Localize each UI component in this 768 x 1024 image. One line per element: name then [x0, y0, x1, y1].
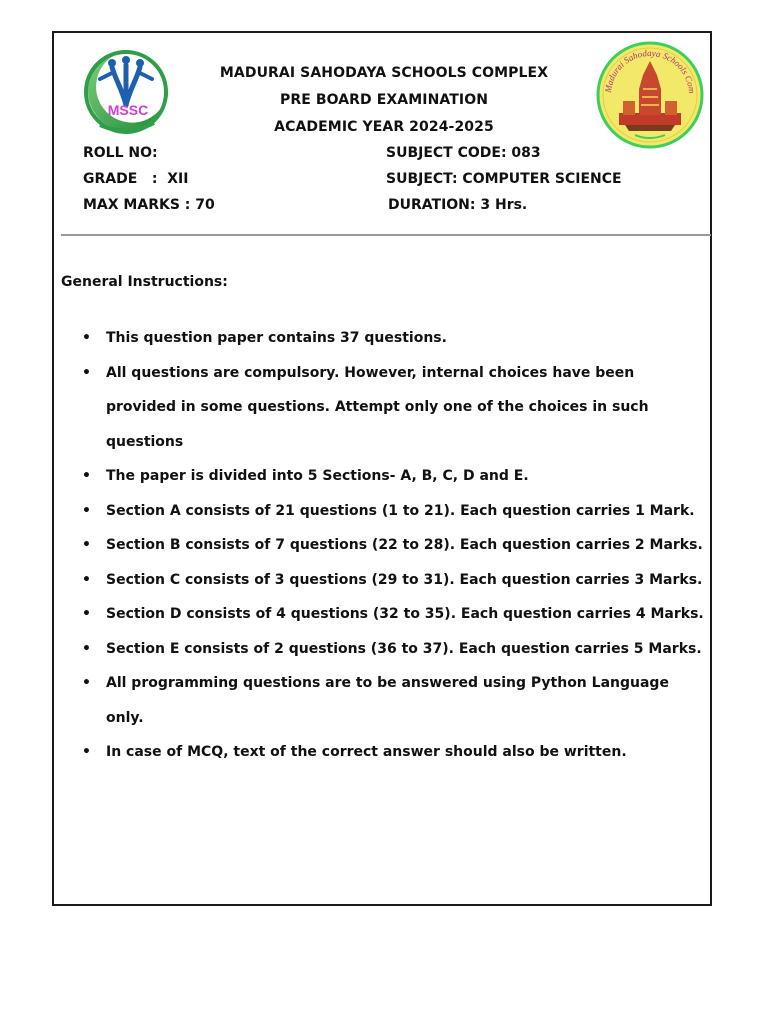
instruction-item: [76, 563, 706, 598]
instruction-item: [76, 666, 706, 735]
mssc-logo-icon: [82, 45, 172, 137]
duration-label: DURATION: 3 Hrs.: [388, 197, 528, 213]
roll-no-label: ROLL NO:: [83, 145, 158, 161]
instruction-text: All questions are compulsory. However, internal choices have been provided in some questions. Attempt only one of the choices in such questions: [106, 364, 649, 450]
instruction-text: Section E consists of 2 questions (36 to 37). Each question carries 5 Marks.: [106, 640, 702, 657]
instruction-item: [76, 735, 706, 770]
subject-code-label: SUBJECT CODE: 083: [386, 145, 541, 161]
bullet-icon: •: [82, 606, 91, 622]
instruction-item: [76, 321, 706, 356]
instruction-text: All programming questions are to be answered using Python Language only.: [106, 675, 669, 726]
instruction-item: [76, 597, 706, 632]
bullet-icon: •: [82, 502, 91, 519]
instruction-item: [76, 356, 706, 460]
bullet-icon: •: [82, 537, 91, 553]
general-instructions-title: General Instructions:: [61, 274, 228, 290]
instruction-item: [76, 494, 706, 529]
instruction-text: This question paper contains 37 questions.: [106, 330, 447, 346]
academic-year: ACADEMIC YEAR 2024-2025: [274, 119, 494, 135]
instruction-text: Section B consists of 7 questions (22 to 28). Each question carries 2 Marks.: [106, 537, 703, 553]
header-divider: [61, 234, 711, 236]
bullet-icon: •: [82, 330, 91, 346]
subject-label: SUBJECT: COMPUTER SCIENCE: [386, 171, 622, 187]
bullet-icon: •: [82, 571, 91, 588]
bullet-icon: •: [82, 364, 91, 381]
exam-title: PRE BOARD EXAMINATION: [279, 92, 489, 108]
bullet-icon: •: [82, 675, 91, 691]
bullet-icon: •: [82, 640, 91, 657]
seal-lettering: Madurai Sahodaya Schools Com: [602, 47, 698, 94]
instruction-item: [76, 459, 706, 494]
temple-seal-icon: [595, 39, 705, 151]
instruction-text: Section D consists of 4 questions (32 to 35). Each question carries 4 Marks.: [106, 606, 704, 622]
bullet-icon: •: [82, 468, 91, 484]
school-complex-name: MADURAI SAHODAYA SCHOOLS COMPLEX: [219, 65, 549, 81]
bullet-icon: •: [82, 744, 91, 760]
instruction-item: [76, 528, 706, 563]
max-marks-label: MAX MARKS : 70: [83, 197, 215, 213]
instruction-text: Section C consists of 3 questions (29 to 31). Each question carries 3 Marks.: [106, 571, 703, 588]
grade-label: GRADE : XII: [83, 171, 189, 187]
instruction-text: The paper is divided into 5 Sections- A, B, C, D and E.: [106, 468, 529, 484]
mssc-logo-text: MSSC: [107, 102, 149, 118]
exam-sheet: [52, 31, 712, 906]
instruction-item: [76, 632, 706, 667]
instruction-text: Section A consists of 21 questions (1 to 21). Each question carries 1 Mark.: [106, 502, 695, 519]
instruction-text: In case of MCQ, text of the correct answer should also be written.: [106, 744, 627, 760]
instructions-list: [76, 321, 706, 770]
